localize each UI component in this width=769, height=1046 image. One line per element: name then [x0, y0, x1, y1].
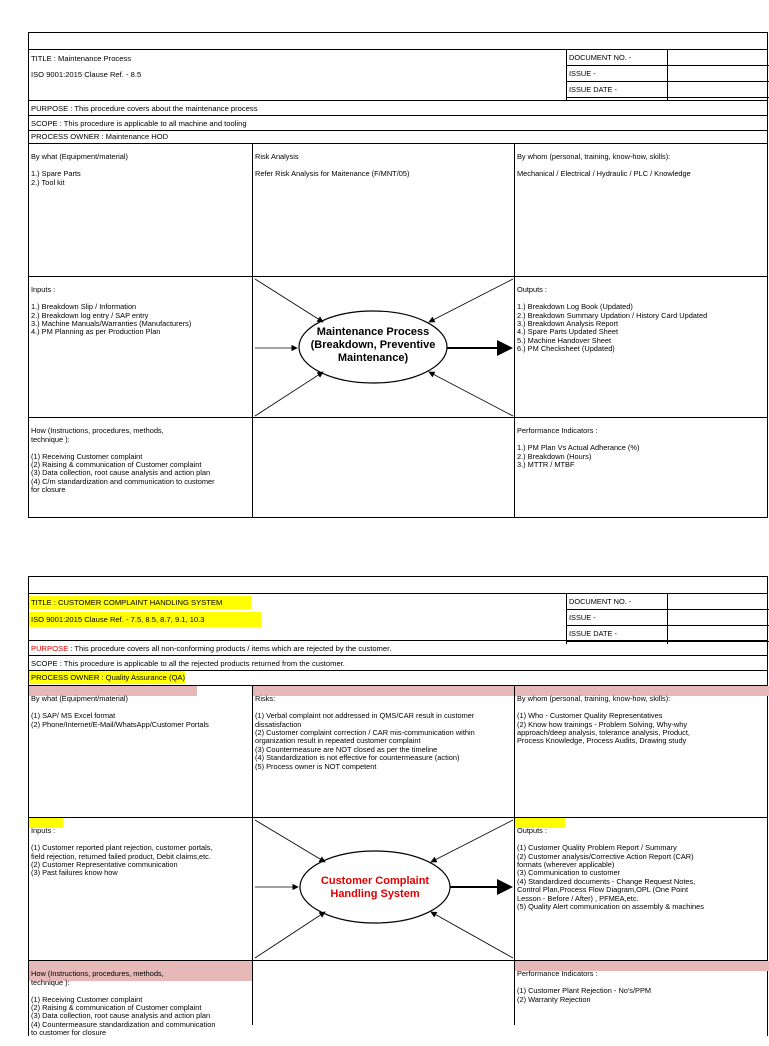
how-body: (1) Receiving Customer complaint (2) Raising & communication of Customer complaint (3) Data collection, root cause analysis and action plan (4) C/m standardization and communication to customer for closure: [31, 451, 215, 495]
inputs-title: Inputs :: [31, 826, 56, 836]
purpose-text: [29, 643, 759, 654]
doc-title: TITLE : Maintenance Process: [31, 54, 132, 63]
grid-section: [29, 685, 767, 1038]
arrow-out-bottom: [431, 912, 513, 958]
issue-date: ISSUE DATE -: [567, 82, 769, 98]
scope-row: [29, 655, 767, 670]
customer-complaint-sheet: [28, 576, 768, 1036]
arrow-in-top: [255, 820, 325, 862]
doc-meta-box: [566, 50, 769, 100]
purpose-text: PURPOSE : This procedure covers about the maintenance process: [31, 104, 258, 113]
by-whom-title: By whom (personal, training, know-how, skills):: [517, 152, 671, 162]
purpose-row: [29, 640, 767, 655]
arrow-in-top: [255, 279, 323, 322]
purpose-label: PURPOSE: [31, 644, 69, 653]
outputs-title: Outputs :: [517, 826, 547, 836]
arrow-out-top: [431, 820, 513, 862]
performance-body: (1) Customer Plant Rejection - No's/PPM (2) Warranty Rejection: [517, 986, 652, 1004]
arrow-out-bottom: [429, 372, 513, 416]
clause-ref: ISO 9001:2015 Clause Ref. - 8.5: [31, 70, 142, 79]
process-center-title: Customer Complaint Handling System: [320, 875, 430, 900]
owner-row: [29, 670, 767, 685]
document-no: DOCUMENT NO. -: [567, 594, 769, 610]
by-what-title: By what (Equipment/material): [31, 694, 128, 704]
inputs-body: 1.) Breakdown Slip / Information 2.) Breakdown log entry / SAP entry 3.) Machine Manuals/Warranties (Manufacturers) 4.) PM Planning as per Production Plan: [31, 302, 192, 337]
arrow-in-bottom: [255, 372, 323, 416]
process-owner: PROCESS OWNER : Quality Assurance (QA): [31, 673, 186, 682]
grid-section: [29, 143, 767, 518]
how-title: How (Instructions, procedures, methods, technique ):: [31, 426, 164, 444]
arrow-in-bottom: [255, 912, 325, 958]
process-flow-diagram: [29, 686, 769, 1026]
by-whom-title: By whom (personal, training, know-how, skills):: [517, 694, 671, 704]
purpose-body: : This procedure covers all non-conforming products / items which are rejected by the customer.: [68, 644, 392, 653]
outputs-body: (1) Customer Quality Problem Report / Summary (2) Customer analysis/Corrective Action Report (CAR) formats (wherever applicable) (3) Communication to customer (4) Standardized documents - Change Request Notes, Control Plan,Process Flow Diagram,OPL (One Point Lesson - Before / After) , PFMEA,etc. (5) Quality Alert communication on assembly & machines: [517, 843, 704, 912]
by-what-body: 1.) Spare Parts 2.) Tool kit: [31, 169, 81, 187]
doc-title: TITLE : CUSTOMER COMPLAINT HANDLING SYSTEM: [31, 598, 223, 607]
title-row: [29, 593, 767, 644]
performance-body: 1.) PM Plan Vs Actual Adherance (%) 2.) Breakdown (Hours) 3.) MTTR / MTBF: [517, 443, 640, 470]
issue-date: ISSUE DATE -: [567, 626, 769, 642]
how-title: How (Instructions, procedures, methods, technique ):: [31, 969, 164, 987]
issue: ISSUE -: [567, 610, 769, 626]
issue: ISSUE -: [567, 66, 769, 82]
process-center-title: Maintenance Process (Breakdown, Preventive Maintenance): [310, 326, 436, 364]
owner-row: [29, 130, 767, 143]
performance-title: Performance Indicators :: [517, 426, 598, 436]
purpose-row: [29, 100, 767, 115]
document-no: DOCUMENT NO. -: [567, 50, 769, 66]
risk-body: Refer Risk Analysis for Maitenance (F/MNT/05): [255, 169, 410, 179]
risk-title: Risk Analysis: [255, 152, 299, 162]
outputs-title: Outputs :: [517, 285, 547, 295]
doc-meta-box: [566, 594, 769, 644]
outputs-body: 1.) Breakdown Log Book (Updated) 2.) Breakdown Summary Updation / History Card Updated 3.) Breakdown Analysis Report 4.) Spare Parts Updated Sheet 5.) Machine Handover Sheet 6.) PM Checksheet (Updated): [517, 302, 708, 354]
maintenance-process-sheet: [28, 32, 768, 518]
title-row: [29, 49, 767, 100]
by-what-body: (1) SAP/ MS Excel format (2) Phone/Internet/E-Mail/WhatsApp/Customer Portals: [31, 711, 209, 729]
performance-title: Performance Indicators :: [517, 969, 598, 979]
arrow-out-top: [429, 279, 513, 322]
scope-text: SCOPE : This procedure is applicable to all machine and tooling: [31, 119, 247, 128]
how-body: (1) Receiving Customer complaint (2) Raising & communication of Customer complaint (3) Data collection, root cause analysis and action plan (4) Countermeasure standardization and communication to customer for closure: [31, 994, 216, 1038]
scope-text: SCOPE : This procedure is applicable to all the rejected products returned from the customer.: [31, 659, 345, 668]
risk-title: Risks:: [255, 694, 276, 704]
process-owner: PROCESS OWNER : Maintenance HOD: [31, 132, 169, 141]
by-whom-body: (1) Who - Customer Quality Representatives (2) Know how trainings - Problem Solving, Why-why approach/deep analysis, tolerance analysis, Product, Process Knowledge, Process Audits, Drawing study: [517, 711, 690, 746]
scope-row: [29, 115, 767, 130]
risk-body: (1) Verbal complaint not addressed in QMS/CAR result in customer dissatisfaction (2) Customer complaint correction / CAR mis-communication within organization result in repeated customer complaint (3) Countermeasure are NOT closed as per the timeline (4) Standardization is not effective for countermeasure (action) (5) Process owner is NOT competent: [255, 711, 475, 771]
by-whom-body: Mechanical / Electrical / Hydraulic / PLC / Knowledge: [517, 169, 691, 179]
clause-ref: ISO 9001:2015 Clause Ref. - 7.5, 8.5, 8.7, 9.1, 10.3: [31, 615, 205, 624]
by-what-title: By what (Equipment/material): [31, 152, 128, 162]
inputs-title: Inputs :: [31, 285, 56, 295]
inputs-body: (1) Customer reported plant rejection, customer portals, field rejection, returned failed product, Debit claims,etc. (2) Customer Representative communication (3) Past failures know how: [31, 843, 213, 878]
